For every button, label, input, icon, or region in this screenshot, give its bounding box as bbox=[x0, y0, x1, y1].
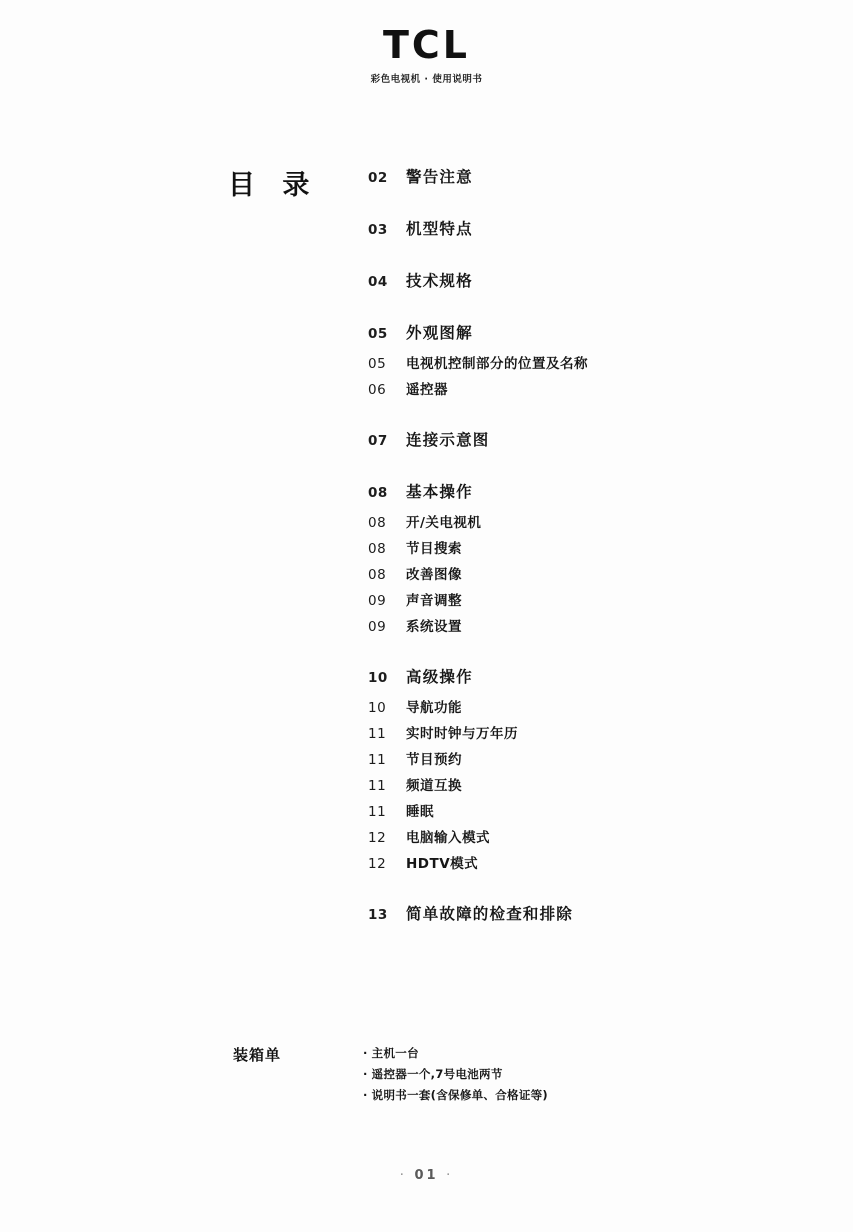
spacer bbox=[368, 343, 798, 352]
toc-page-number: 11 bbox=[368, 726, 387, 742]
toc-entry-label: 机型特点 bbox=[406, 220, 473, 238]
toc-entry-label: 警告注意 bbox=[406, 168, 473, 186]
toc-entry[interactable] bbox=[368, 589, 798, 609]
brand-logo-block bbox=[0, 23, 853, 85]
spacer bbox=[368, 291, 798, 321]
toc-entry-label: HDTV模式 bbox=[406, 856, 479, 872]
toc-entry-label: 技术规格 bbox=[406, 272, 473, 290]
toc-entry-label: 简单故障的检查和排除 bbox=[406, 905, 574, 923]
toc-entry[interactable] bbox=[368, 826, 798, 846]
toc-entry[interactable] bbox=[368, 352, 798, 372]
page-title: 目 录 bbox=[228, 170, 319, 201]
toc-entry-label: 系统设置 bbox=[406, 619, 462, 635]
page-footer bbox=[0, 1168, 853, 1183]
spacer bbox=[368, 450, 798, 480]
toc-page-number: 11 bbox=[368, 804, 387, 820]
toc-entry[interactable] bbox=[368, 774, 798, 794]
list-item bbox=[363, 1064, 783, 1085]
packing-list-title: 装箱单 bbox=[233, 1046, 282, 1064]
toc-page-number: 08 bbox=[368, 515, 387, 531]
spacer bbox=[368, 502, 798, 511]
spacer bbox=[368, 635, 798, 665]
bullet-icon: · bbox=[363, 1046, 368, 1060]
toc-entry-label: 节目预约 bbox=[406, 752, 462, 768]
toc-page-number: 10 bbox=[368, 670, 388, 686]
list-item bbox=[363, 1043, 783, 1064]
toc-entry-label: 高级操作 bbox=[406, 668, 473, 686]
toc-entry-label: 电视机控制部分的位置及名称 bbox=[406, 356, 588, 372]
toc-page-number: 05 bbox=[368, 356, 387, 372]
toc-page-number: 11 bbox=[368, 752, 387, 768]
toc-entry[interactable] bbox=[368, 665, 798, 687]
toc-page-number: 12 bbox=[368, 856, 387, 872]
brand-logo-text: TCL bbox=[382, 23, 471, 67]
footer-right-dot: · bbox=[446, 1168, 454, 1183]
spacer bbox=[368, 687, 798, 696]
spacer bbox=[368, 187, 798, 217]
toc-entry-label: 导航功能 bbox=[406, 700, 462, 716]
toc-entry[interactable] bbox=[368, 696, 798, 716]
toc-entry-label: 频道互换 bbox=[406, 778, 462, 794]
toc-page-number: 10 bbox=[368, 700, 387, 716]
spacer bbox=[368, 872, 798, 902]
toc-entry[interactable] bbox=[368, 615, 798, 635]
bullet-icon: · bbox=[363, 1088, 368, 1102]
toc-entry[interactable] bbox=[368, 165, 798, 187]
toc-entry[interactable] bbox=[368, 563, 798, 583]
toc-entry-label: 实时时钟与万年历 bbox=[406, 726, 518, 742]
toc-page-number: 08 bbox=[368, 541, 387, 557]
toc-page-number: 08 bbox=[368, 567, 387, 583]
toc-entry[interactable] bbox=[368, 511, 798, 531]
toc-entry[interactable] bbox=[368, 269, 798, 291]
toc-page-number: 08 bbox=[368, 485, 388, 501]
toc-entry[interactable] bbox=[368, 378, 798, 398]
list-item-label: 说明书一套(含保修单、合格证等) bbox=[371, 1088, 548, 1102]
spacer bbox=[368, 239, 798, 269]
toc-entry-label: 连接示意图 bbox=[406, 431, 490, 449]
toc-entry-label: 改善图像 bbox=[406, 567, 462, 583]
toc-entry[interactable] bbox=[368, 321, 798, 343]
toc-page-number: 12 bbox=[368, 830, 387, 846]
bullet-icon: · bbox=[363, 1067, 368, 1081]
toc-entry-label: 节目搜索 bbox=[406, 541, 462, 557]
toc-entry-label: 开/关电视机 bbox=[406, 515, 482, 531]
footer-page-number: 01 bbox=[414, 1168, 439, 1183]
toc-entry[interactable] bbox=[368, 852, 798, 872]
toc-entry[interactable] bbox=[368, 722, 798, 742]
brand-subtitle: 彩色电视机 · 使用说明书 bbox=[370, 74, 483, 85]
toc-page-number: 04 bbox=[368, 274, 388, 290]
toc-entry[interactable] bbox=[368, 748, 798, 768]
toc-page-number: 02 bbox=[368, 170, 388, 186]
spacer bbox=[368, 398, 798, 428]
toc-page-number: 11 bbox=[368, 778, 387, 794]
toc-entry-label: 电脑输入模式 bbox=[406, 830, 490, 846]
toc-entry[interactable] bbox=[368, 800, 798, 820]
toc-entry[interactable] bbox=[368, 537, 798, 557]
packing-list bbox=[363, 1043, 783, 1106]
toc-entry-label: 基本操作 bbox=[406, 483, 473, 501]
list-item-label: 主机一台 bbox=[371, 1046, 419, 1060]
toc-entry[interactable] bbox=[368, 480, 798, 502]
toc-page-number: 07 bbox=[368, 433, 388, 449]
toc-entry-label: 声音调整 bbox=[406, 593, 462, 609]
footer-left-dot: · bbox=[399, 1168, 407, 1183]
toc-page-number: 05 bbox=[368, 326, 388, 342]
toc-page-number: 09 bbox=[368, 619, 387, 635]
toc-page-number: 03 bbox=[368, 222, 388, 238]
toc-entry[interactable] bbox=[368, 217, 798, 239]
toc-page-number: 06 bbox=[368, 382, 387, 398]
toc-page-number: 13 bbox=[368, 907, 388, 923]
toc-entry-label: 外观图解 bbox=[406, 324, 473, 342]
list-item-label: 遥控器一个,7号电池两节 bbox=[371, 1067, 503, 1081]
list-item bbox=[363, 1085, 783, 1106]
toc-entry[interactable] bbox=[368, 428, 798, 450]
toc-entry-label: 睡眠 bbox=[406, 804, 434, 820]
toc-entry-label: 遥控器 bbox=[406, 382, 448, 398]
toc-entry[interactable] bbox=[368, 902, 798, 924]
toc-page-number: 09 bbox=[368, 593, 387, 609]
table-of-contents bbox=[368, 165, 798, 924]
